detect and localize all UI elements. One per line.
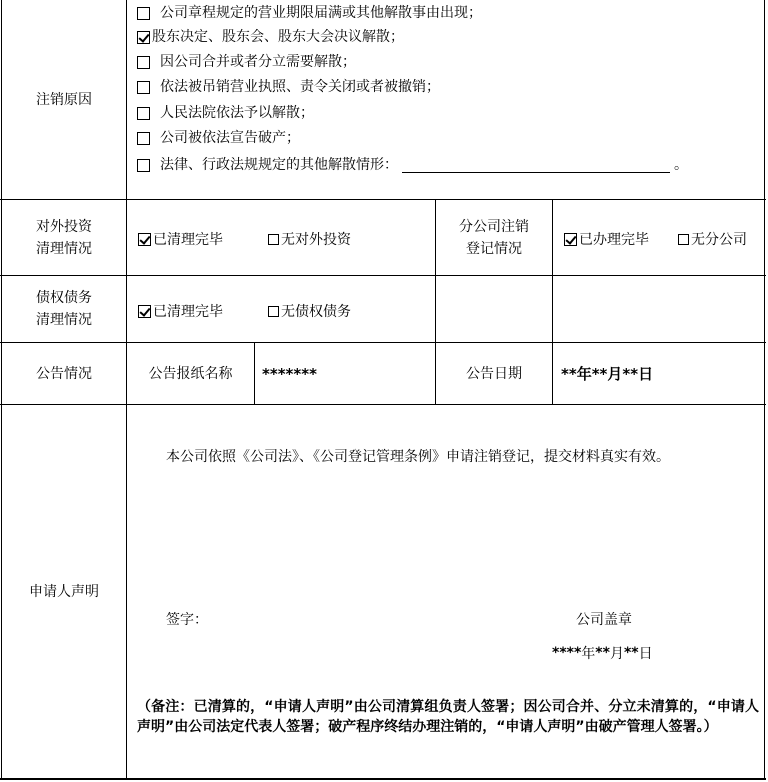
declaration-statement: 本公司依照《公司法》、《公司登记管理条例》申请注销登记，提交材料真实有效。 bbox=[166, 449, 670, 465]
checkbox-reason-1[interactable] bbox=[137, 7, 150, 20]
reason-text: 公司被依法宣告破产； bbox=[160, 130, 300, 146]
announcement-label: 公告情况 bbox=[36, 365, 92, 382]
reason-item[interactable] bbox=[137, 129, 300, 147]
branch-option-none[interactable] bbox=[678, 229, 747, 249]
reason-item[interactable] bbox=[137, 53, 356, 71]
checkbox-icon[interactable] bbox=[678, 234, 689, 245]
label-line: 对外投资 bbox=[36, 218, 92, 235]
checkbox-reason-4[interactable] bbox=[137, 81, 150, 94]
investment-label bbox=[2, 200, 126, 275]
option-text: 已办理完毕 bbox=[579, 232, 649, 248]
column-divider bbox=[552, 199, 553, 404]
table-right-border bbox=[764, 0, 765, 780]
investment-option-none[interactable] bbox=[268, 229, 351, 249]
checkbox-icon[interactable] bbox=[268, 234, 279, 245]
date-month-value: ** bbox=[595, 645, 610, 661]
date-month-unit: 月 bbox=[609, 646, 624, 662]
declaration-label: 申请人声明 bbox=[29, 583, 99, 600]
reason-item[interactable] bbox=[137, 156, 688, 174]
checkbox-reason-7[interactable] bbox=[137, 159, 150, 172]
checkbox-icon[interactable] bbox=[268, 306, 279, 317]
declaration-note: （备注：已清算的，“申请人声明”由公司清算组负责人签署；因公司合并、分立未清算的，“申请人声明”由公司法定代表人签署；破产程序终结办理注销的，“申请人声明”由破产管理人签署。） bbox=[137, 699, 759, 735]
reason-item[interactable] bbox=[137, 4, 482, 22]
reason-item[interactable] bbox=[137, 28, 404, 46]
checkbox-reason-3[interactable] bbox=[137, 56, 150, 69]
option-text: 已清理完毕 bbox=[153, 232, 223, 248]
checkbox-reason-2-checked[interactable] bbox=[137, 31, 150, 44]
label-line: 清理情况 bbox=[36, 312, 92, 328]
checkbox-checked-icon[interactable] bbox=[138, 233, 151, 246]
label-line: 债权债务 bbox=[36, 290, 92, 306]
reason-item[interactable] bbox=[137, 104, 314, 122]
date-year-value: **** bbox=[552, 645, 582, 661]
announcement-date-label: 公告日期 bbox=[466, 365, 522, 382]
date-day-value: ** bbox=[623, 645, 639, 661]
option-text: 无分公司 bbox=[691, 232, 747, 248]
debt-option-cleared[interactable] bbox=[138, 301, 223, 321]
checkbox-checked-icon[interactable] bbox=[138, 305, 151, 318]
declaration-date[interactable] bbox=[552, 643, 653, 663]
date-day-unit: 日 bbox=[638, 646, 653, 662]
reason-suffix: 。 bbox=[674, 157, 688, 173]
label-line: 登记情况 bbox=[466, 240, 522, 257]
branch-option-done[interactable] bbox=[564, 229, 649, 249]
newspaper-label: 公告报纸名称 bbox=[148, 365, 233, 382]
company-seal-label: 公司盖章 bbox=[576, 612, 632, 628]
reason-text: 人民法院依法予以解散； bbox=[160, 105, 314, 121]
checkbox-reason-5[interactable] bbox=[137, 107, 150, 120]
label-line: 分公司注销 bbox=[459, 218, 529, 235]
other-reason-blank[interactable] bbox=[402, 158, 670, 173]
option-text: 无债权债务 bbox=[281, 304, 351, 320]
reason-text: 股东决定、股东会、股东大会决议解散； bbox=[152, 29, 404, 45]
date-year-unit: 年 bbox=[581, 646, 596, 662]
reason-text: 公司章程规定的营业期限届满或其他解散事由出现； bbox=[160, 5, 482, 21]
investment-option-cleared[interactable] bbox=[138, 229, 223, 249]
option-text: 无对外投资 bbox=[281, 232, 351, 248]
checkbox-reason-6[interactable] bbox=[137, 132, 150, 145]
label-line: 清理情况 bbox=[36, 240, 92, 257]
option-text: 已清理完毕 bbox=[153, 304, 223, 320]
announcement-date-value[interactable]: **年**月**日 bbox=[561, 364, 654, 383]
reason-text: 法律、行政法规规定的其他解散情形： bbox=[160, 157, 398, 173]
branch-label bbox=[436, 200, 552, 275]
column-divider bbox=[254, 342, 255, 404]
dissolution-reason-label: 注销原因 bbox=[36, 91, 92, 108]
reason-text: 因公司合并或者分立需要解散； bbox=[160, 54, 356, 70]
debt-option-none[interactable] bbox=[268, 301, 351, 321]
debt-label bbox=[2, 276, 126, 342]
reason-text: 依法被吊销营业执照、责令关闭或者被撤销； bbox=[160, 79, 440, 95]
newspaper-value[interactable]: ******* bbox=[262, 364, 317, 383]
reason-item[interactable] bbox=[137, 78, 440, 96]
signature-label: 签字： bbox=[166, 612, 208, 628]
table-bottom-border bbox=[0, 778, 766, 780]
checkbox-checked-icon[interactable] bbox=[564, 233, 577, 246]
